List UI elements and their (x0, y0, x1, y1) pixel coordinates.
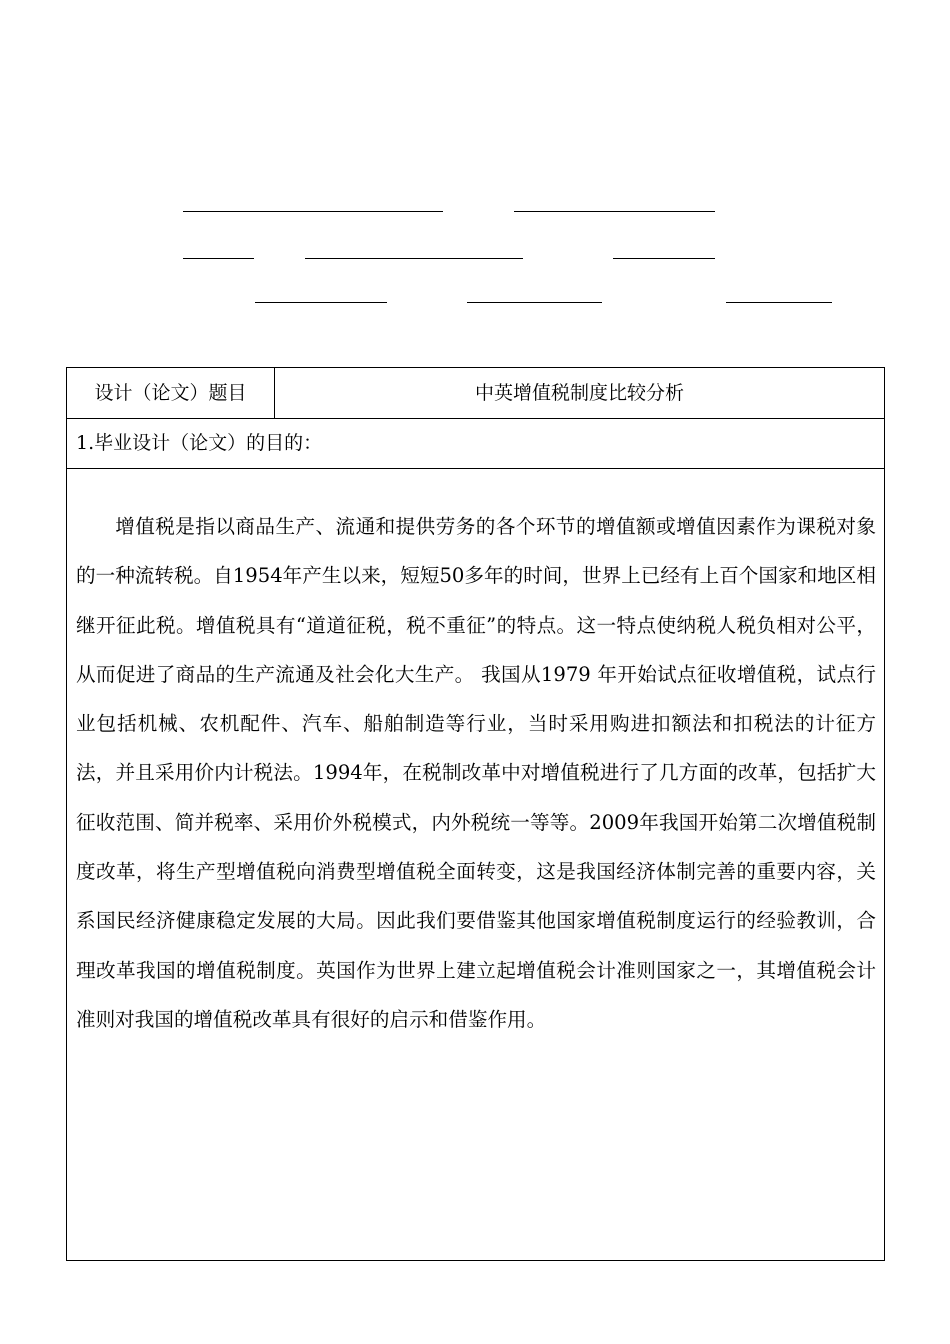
purpose-heading-row (67, 419, 884, 469)
purpose-heading: 1.毕业设计（论文）的目的： (76, 432, 323, 454)
blank-line-row3-a (255, 302, 387, 303)
thesis-title-value: 中英增值税制度比较分析 (474, 382, 684, 404)
blank-line-row3-b (467, 302, 602, 303)
purpose-body-cell (67, 469, 884, 1260)
blank-line-row2-c (613, 258, 715, 259)
thesis-form-table (66, 367, 885, 1261)
purpose-paragraph: 增值税是指以商品生产、流通和提供劳务的各个环节的增值额或增值因素作为课税对象的一种流转税。自1954年产生以来，短短50多年的时间，世界上已经有上百个国家和地区相继开征此税。增值税具有“道道征税，税不重征”的特点。这一特点使纳税人税负相对公平，从而促进了商品的生产流通及社会化大生产。 我国从1979 年开始试点征收增值税，试点行业包括机械、农机配件、汽车、船舶制造等行业，当时采用购进扣额法和扣税法的计征方法，并且采用价内计税法。1994年，在税制改革中对增值税进行了几方面的改革，包括扩大征收范围、简并税率、采用价外税模式，内外税统一等等。2009年我国开始第二次增值税制度改革，将生产型增值税向消费型增值税全面转变，这是我国经济体制完善的重要内容，关系国民经济健康稳定发展的大局。因此我们要借鉴其他国家增值税制度运行的经验教训，合理改革我国的增值税制度。英国作为世界上建立起增值税会计准则国家之一，其增值税会计准则对我国的增值税改革具有很好的启示和借鉴作用。 (76, 515, 876, 1031)
blank-line-row2-b (305, 258, 523, 259)
blank-line-row2-a (183, 258, 254, 259)
blank-line-row3-c (726, 302, 832, 303)
blank-line-row1-a (183, 211, 443, 212)
thesis-title-label: 设计（论文）题目 (67, 368, 275, 418)
title-row (67, 368, 884, 419)
blank-line-row1-b (514, 211, 715, 212)
